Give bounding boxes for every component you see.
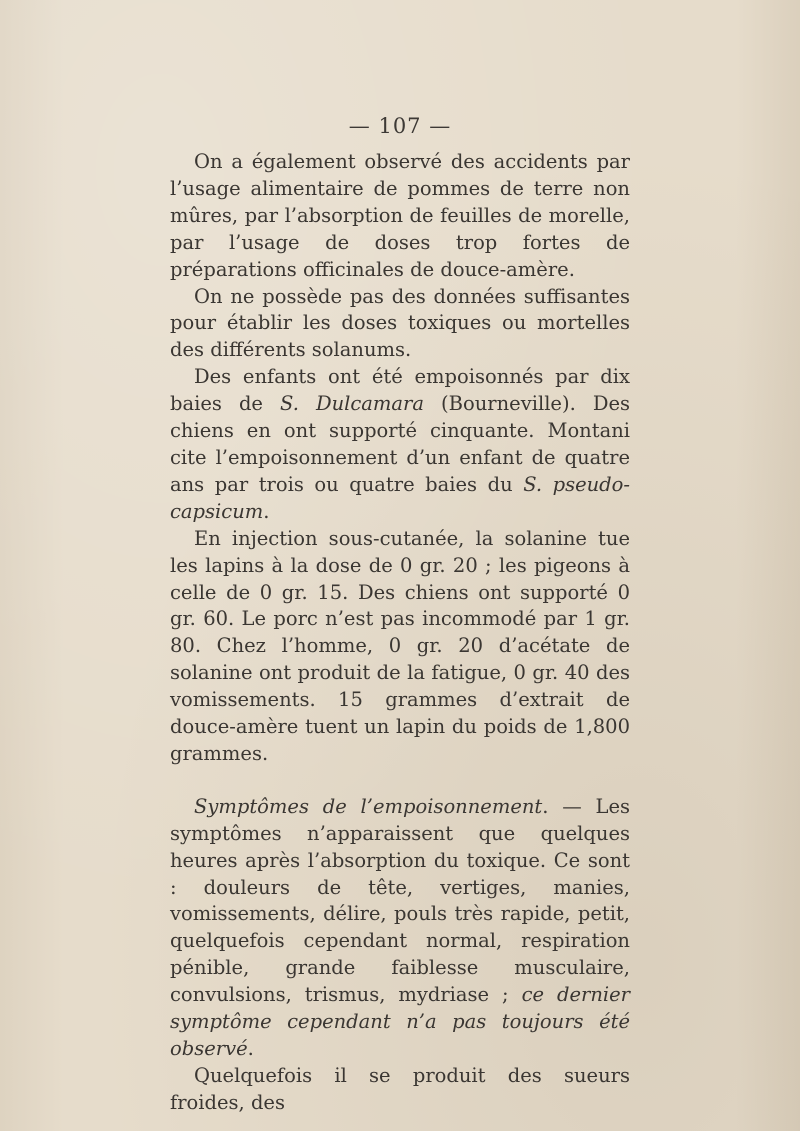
paragraph-text-segment: .	[263, 499, 270, 523]
species-name: S. pseudo-capsicum	[170, 472, 630, 523]
paragraph-cold-sweats: Quelquefois il se produit des sueurs froides, des	[170, 1063, 630, 1114]
emphasis-text: ce dernier symptôme cependant n’a pas toujours été observé	[170, 983, 630, 1060]
paragraph-text-segment: .	[247, 1037, 254, 1060]
paragraph-symptoms	[170, 794, 630, 1063]
species-name: S. Dulcamara	[280, 392, 424, 416]
section-heading: Symptômes de l’empoisonnement	[194, 794, 543, 818]
paragraph-doses-unknown: On ne possède pas des données suffisantes pour établir les doses toxiques ou mortelles des différents solanums.	[170, 284, 630, 362]
paragraph-text-segment: Des enfants ont été empoisonnés par dix baies de	[170, 365, 630, 416]
paragraph-accidents: On a également observé des accidents par l’usage alimentaire de pommes de terre non mûres, par l’absorption de feuilles de morelle, par l’usage de doses trop fortes de préparations officinales de douce-amère.	[170, 150, 630, 281]
paragraph-text-segment: (Bourneville). Des chiens en ont supporté cinquante. Montani cite l’empoisonnement d’un enfant de quatre ans par trois ou quatre baies du	[170, 392, 631, 496]
paragraph-injection-doses: En injection sous-cutanée, la solanine tue les lapins à la dose de 0 gr. 20 ; les pigeons à celle de 0 gr. 15. Des chiens ont supporté 0 gr. 60. Le porc n’est pas incommodé par 1 gr. 80. Chez l’homme, 0 gr. 20 d’acétate de solanine ont produit de la fatigue, 0 gr. 40 des vomissements. 15 grammes d’extrait de douce-amère tuent un lapin du poids de 1,800 grammes.	[170, 526, 630, 765]
body-text	[170, 149, 630, 1117]
page-number: — 107 —	[348, 114, 452, 138]
paragraph-text-segment: . — Les symptômes n’apparaissent que quelques heures après l’absorption du toxique. Ce sont : douleurs de tête, vertiges, manies, vomissements, délire, pouls très rapide, petit, quelquefois cependant normal, respiration pénible, grande faiblesse musculaire, convulsions, trismus, mydriase ;	[170, 794, 631, 1007]
paragraph-children-poisoned	[170, 364, 630, 525]
